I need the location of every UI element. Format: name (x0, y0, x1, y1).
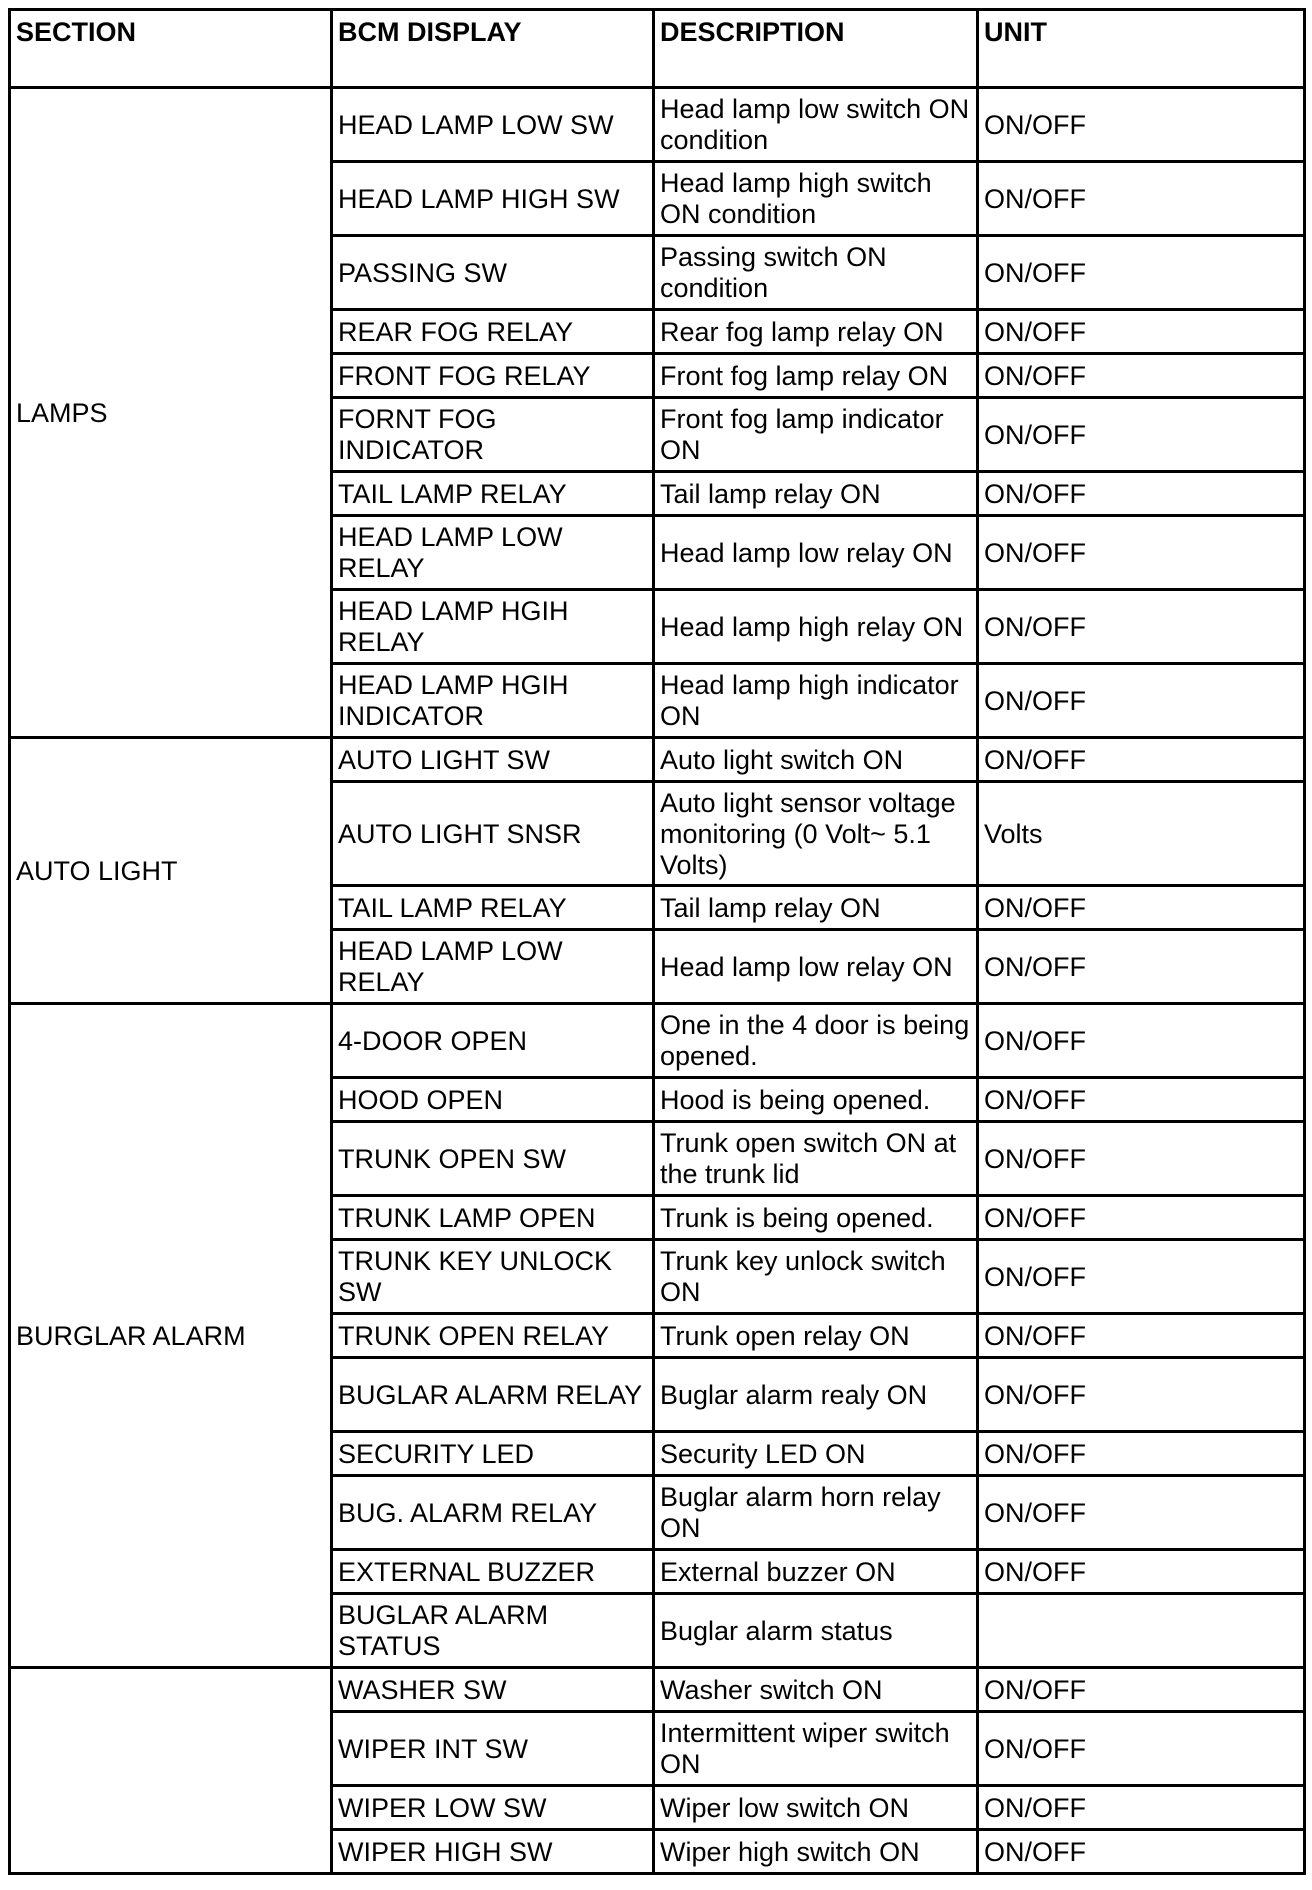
description-cell: Auto light sensor voltage monitoring (0 Volt~ 5.1 Volts) (654, 782, 978, 886)
bcm-display-cell: TRUNK OPEN SW (332, 1122, 654, 1196)
bcm-display-cell: TRUNK LAMP OPEN (332, 1196, 654, 1240)
bcm-display-cell: PASSING SW (332, 236, 654, 310)
description-cell: Wiper low switch ON (654, 1786, 978, 1830)
bcm-display-cell: WIPER LOW SW (332, 1786, 654, 1830)
description-cell: Trunk open relay ON (654, 1314, 978, 1358)
bcm-display-cell: HEAD LAMP HGIH RELAY (332, 590, 654, 664)
bcm-display-cell: FRONT FOG RELAY (332, 354, 654, 398)
unit-cell: ON/OFF (978, 88, 1305, 162)
table-row (10, 1668, 1305, 1712)
description-cell: Front fog lamp indicator ON (654, 398, 978, 472)
bcm-data-table (8, 8, 1306, 1875)
bcm-display-cell: EXTERNAL BUZZER (332, 1550, 654, 1594)
bcm-display-cell: 4-DOOR OPEN (332, 1004, 654, 1078)
bcm-display-cell: HEAD LAMP LOW RELAY (332, 930, 654, 1004)
section-cell: BURGLAR ALARM (10, 1004, 332, 1668)
unit-cell: ON/OFF (978, 1550, 1305, 1594)
description-cell: Passing switch ON condition (654, 236, 978, 310)
description-cell: Wiper high switch ON (654, 1830, 978, 1874)
table-row (10, 88, 1305, 162)
description-cell: Head lamp high indicator ON (654, 664, 978, 738)
unit-cell: ON/OFF (978, 236, 1305, 310)
description-cell: Trunk is being opened. (654, 1196, 978, 1240)
bcm-display-cell: TAIL LAMP RELAY (332, 886, 654, 930)
unit-cell: ON/OFF (978, 398, 1305, 472)
bcm-display-cell: AUTO LIGHT SW (332, 738, 654, 782)
unit-cell: ON/OFF (978, 310, 1305, 354)
description-cell: Rear fog lamp relay ON (654, 310, 978, 354)
unit-cell: ON/OFF (978, 1432, 1305, 1476)
description-cell: Head lamp low relay ON (654, 516, 978, 590)
unit-cell: ON/OFF (978, 472, 1305, 516)
table-row (10, 738, 1305, 782)
description-cell: Hood is being opened. (654, 1078, 978, 1122)
unit-cell: ON/OFF (978, 738, 1305, 782)
bcm-display-cell: HEAD LAMP HGIH INDICATOR (332, 664, 654, 738)
bcm-display-cell: TRUNK OPEN RELAY (332, 1314, 654, 1358)
unit-cell: ON/OFF (978, 162, 1305, 236)
table-header (10, 10, 1305, 88)
description-cell: External buzzer ON (654, 1550, 978, 1594)
unit-cell: ON/OFF (978, 1196, 1305, 1240)
unit-cell: ON/OFF (978, 1078, 1305, 1122)
unit-cell: ON/OFF (978, 1786, 1305, 1830)
unit-cell: ON/OFF (978, 1240, 1305, 1314)
bcm-display-cell: BUG. ALARM RELAY (332, 1476, 654, 1550)
header-description: DESCRIPTION (654, 10, 978, 88)
table-body (10, 88, 1305, 1874)
section-cell: LAMPS (10, 88, 332, 738)
unit-cell: ON/OFF (978, 1358, 1305, 1432)
description-cell: Auto light switch ON (654, 738, 978, 782)
bcm-display-cell: HEAD LAMP HIGH SW (332, 162, 654, 236)
header-bcm-display: BCM DISPLAY (332, 10, 654, 88)
table-row (10, 1004, 1305, 1078)
unit-cell: Volts (978, 782, 1305, 886)
bcm-display-cell: FORNT FOG INDICATOR (332, 398, 654, 472)
description-cell: Buglar alarm status (654, 1594, 978, 1668)
description-cell: Tail lamp relay ON (654, 472, 978, 516)
section-cell: AUTO LIGHT (10, 738, 332, 1004)
unit-cell (978, 1594, 1305, 1668)
description-cell: Tail lamp relay ON (654, 886, 978, 930)
description-cell: One in the 4 door is being opened. (654, 1004, 978, 1078)
bcm-display-cell: TAIL LAMP RELAY (332, 472, 654, 516)
bcm-display-cell: REAR FOG RELAY (332, 310, 654, 354)
unit-cell: ON/OFF (978, 664, 1305, 738)
description-cell: Intermittent wiper switch ON (654, 1712, 978, 1786)
description-cell: Trunk open switch ON at the trunk lid (654, 1122, 978, 1196)
bcm-display-cell: HEAD LAMP LOW SW (332, 88, 654, 162)
description-cell: Security LED ON (654, 1432, 978, 1476)
description-cell: Head lamp low relay ON (654, 930, 978, 1004)
description-cell: Buglar alarm horn relay ON (654, 1476, 978, 1550)
bcm-display-cell: HEAD LAMP LOW RELAY (332, 516, 654, 590)
unit-cell: ON/OFF (978, 590, 1305, 664)
header-section: SECTION (10, 10, 332, 88)
header-unit: UNIT (978, 10, 1305, 88)
bcm-display-cell: BUGLAR ALARM RELAY (332, 1358, 654, 1432)
unit-cell: ON/OFF (978, 930, 1305, 1004)
unit-cell: ON/OFF (978, 516, 1305, 590)
unit-cell: ON/OFF (978, 1476, 1305, 1550)
bcm-display-cell: WASHER SW (332, 1668, 654, 1712)
description-cell: Trunk key unlock switch ON (654, 1240, 978, 1314)
bcm-display-cell: SECURITY LED (332, 1432, 654, 1476)
unit-cell: ON/OFF (978, 1668, 1305, 1712)
description-cell: Head lamp high relay ON (654, 590, 978, 664)
bcm-display-cell: BUGLAR ALARM STATUS (332, 1594, 654, 1668)
unit-cell: ON/OFF (978, 1712, 1305, 1786)
unit-cell: ON/OFF (978, 1004, 1305, 1078)
unit-cell: ON/OFF (978, 354, 1305, 398)
unit-cell: ON/OFF (978, 1122, 1305, 1196)
description-cell: Washer switch ON (654, 1668, 978, 1712)
bcm-display-cell: HOOD OPEN (332, 1078, 654, 1122)
unit-cell: ON/OFF (978, 1314, 1305, 1358)
bcm-display-cell: WIPER HIGH SW (332, 1830, 654, 1874)
description-cell: Head lamp high switch ON condition (654, 162, 978, 236)
bcm-display-cell: AUTO LIGHT SNSR (332, 782, 654, 886)
description-cell: Head lamp low switch ON condition (654, 88, 978, 162)
unit-cell: ON/OFF (978, 1830, 1305, 1874)
unit-cell: ON/OFF (978, 886, 1305, 930)
section-cell (10, 1668, 332, 1874)
description-cell: Buglar alarm realy ON (654, 1358, 978, 1432)
bcm-display-cell: TRUNK KEY UNLOCK SW (332, 1240, 654, 1314)
bcm-display-cell: WIPER INT SW (332, 1712, 654, 1786)
description-cell: Front fog lamp relay ON (654, 354, 978, 398)
